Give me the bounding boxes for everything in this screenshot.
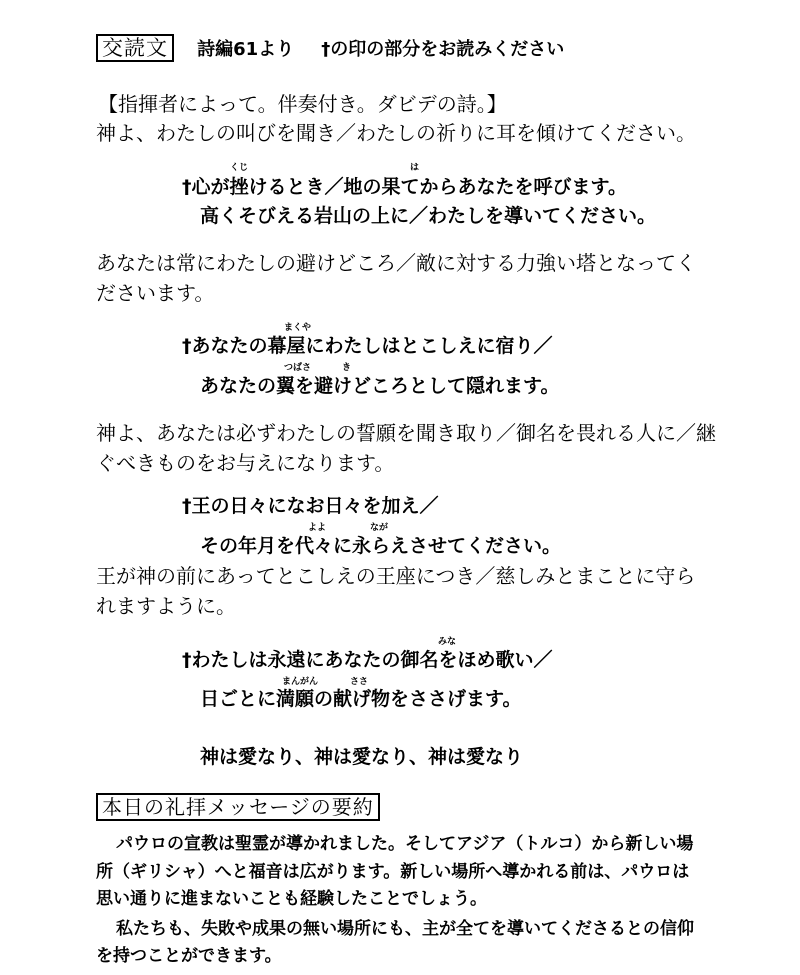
response-3-line-1: †王の日々になお日々を加え／ [182, 495, 439, 517]
response-1-line-2: 高くそびえる岩山の上に／わたしを導いてください。 [200, 205, 657, 227]
reading-instruction: †の印の部分をお読みください [321, 39, 565, 60]
ruby-sasa: ささ [350, 677, 369, 687]
ruby-mangan: まんがん [282, 677, 319, 687]
verse-4-line-2: れますように。 [96, 594, 236, 618]
response-2-line-2: あなたの翼を避けどころとして隠れます。 [200, 375, 560, 397]
response-4-line-1: †わたしは永遠にあなたの御名をほめ歌い／ [182, 649, 553, 671]
ruby-naga: なが [370, 523, 389, 533]
verse-3-line-2: ぐべきものをお与えになります。 [96, 451, 395, 475]
reading-header [96, 34, 564, 62]
verse-2-line-2: ださいます。 [96, 281, 215, 305]
response-4-line-2: 日ごとに満願の献げ物をささげます。 [200, 688, 522, 710]
ruby-ha: は [410, 163, 420, 173]
verse-4-line-1: 王が神の前にあってとこしえの王座につき／慈しみとまことに守ら [96, 564, 696, 588]
response-2-line-1: †あなたの幕屋にわたしはとこしえに宿り／ [182, 335, 553, 357]
ruby-kuji: くじ [230, 163, 249, 173]
ruby-tsubasa: つばさ [284, 363, 312, 373]
verse-1: 神よ、わたしの叫びを聞き／わたしの祈りに耳を傾けてください。 [96, 121, 696, 145]
doxology: 神は愛なり、神は愛なり、神は愛なり [200, 746, 524, 768]
message-summary-header [96, 793, 380, 821]
verse-3-line-1: 神よ、あなたは必ずわたしの誓願を聞き取り／御名を畏れる人に／継 [96, 421, 716, 445]
response-3-line-2: その年月を代々に永らえさせてください。 [200, 535, 562, 557]
response-1-line-1: †心が挫けるとき／地の果てからあなたを呼びます。 [182, 176, 627, 198]
summary-line-2: 所（ギリシャ）へと福音は広がります。新しい場所へ導かれる前は、パウロは [96, 862, 690, 882]
psalm-superscription: 【指揮者によって。伴奏付き。ダビデの詩。】 [98, 92, 507, 116]
summary-line-1: パウロの宣教は聖霊が導かれました。そしてアジア（トルコ）から新しい場 [116, 834, 694, 854]
message-summary-label: 本日の礼拝メッセージの要約 [96, 793, 380, 821]
psalm-source: 詩編61より [197, 39, 295, 60]
responsive-reading-label: 交読文 [96, 34, 174, 62]
verse-2-line-1: あなたは常にわたしの避けどころ／敵に対する力強い塔となってく [96, 251, 696, 275]
summary-line-3: 思い通りに進まないことも経験したことでしょう。 [96, 889, 487, 909]
ruby-makuya: まくや [284, 323, 312, 333]
ruby-yoyo: よよ [308, 523, 327, 533]
summary-line-4: 私たちも、失敗や成果の無い場所にも、主が全てを導いてくださるとの信仰 [116, 919, 694, 939]
ruby-ki: き [342, 363, 352, 373]
summary-line-5: を持つことができます。 [96, 946, 282, 966]
ruby-mina: みな [438, 637, 457, 647]
